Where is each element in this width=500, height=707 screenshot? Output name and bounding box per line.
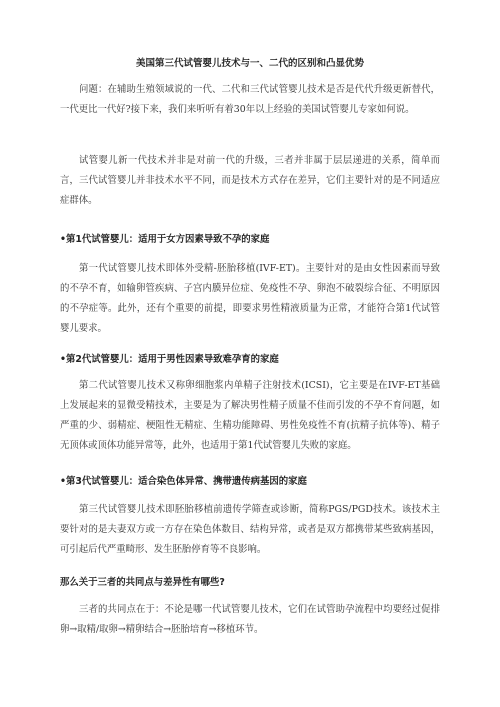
overview-paragraph: 试管婴儿新一代技术并非是对前一代的升级，三者并非属于层层递进的关系，简单而言，三代试管婴儿并非技术水平不同，而是技术方式存在差异，它们主要针对的是不同适应症群体。 <box>60 155 440 206</box>
intro-paragraph: 问题：在辅助生殖领域说的一代、二代和三代试管婴儿技术是否是代代升级更新替代，一代更比一代好?接下来，我们来听听有着30年以上经验的美国试管婴儿专家如何说。 <box>60 84 440 115</box>
document-title: 美国第三代试管婴儿技术与一、二代的区别和凸显优势 <box>135 58 364 69</box>
section-heading-1: •第1代试管婴儿：适用于女方因素导致不孕的家庭 <box>60 234 270 245</box>
section-body-3: 第三代试管婴儿技术即胚胎移植前遗传学筛查或诊断，简称PGS/PGD技术。该技术主要针对的是夫妻双方或一方存在染色体数目、结构异常，或者是双方都携带某些致病基因，可引起后代严重畸形、发生胚胎停育等不良影响。 <box>60 504 440 555</box>
section-body-4: 三者的共同点在于：不论是哪一代试管婴儿技术，它们在试管助孕流程中均要经过促排卵→取精/取卵→精卵结合→胚胎培育→移植环节。 <box>60 604 440 635</box>
section-heading-2: •第2代试管婴儿：适用于男性因素导致难孕育的家庭 <box>60 354 279 365</box>
section-heading-3: •第3代试管婴儿：适合染色体异常、携带遗传病基因的家庭 <box>60 476 307 487</box>
section-body-2: 第二代试管婴儿技术又称卵细胞浆内单精子注射技术(ICSI)，它主要是在IVF-ET基础上发展起来的显微受精技术，主要是为了解决男性精子质量不佳而引发的不孕不育问题，如严重的少、弱精症、梗阻性无精症、生精功能障碍、男性免疫性不育(抗精子抗体等)、精子无顶体或顶体功能异常等，此外，也适用于第1代试管婴儿失败的家庭。 <box>60 380 440 451</box>
section-heading-4: 那么关于三者的共同点与差异性有哪些? <box>60 577 225 588</box>
section-body-1: 第一代试管婴儿技术即体外受精-胚胎移植(IVF-ET)。主要针对的是由女性因素而导致的不孕不育，如输卵管疾病、子宫内膜异位症、免疫性不孕、卵泡不破裂综合征、不明原因的不孕症等。此外，还有个重要的前提，即要求男性精液质量为正常，才能符合第1代试管婴儿要求。 <box>60 263 440 334</box>
